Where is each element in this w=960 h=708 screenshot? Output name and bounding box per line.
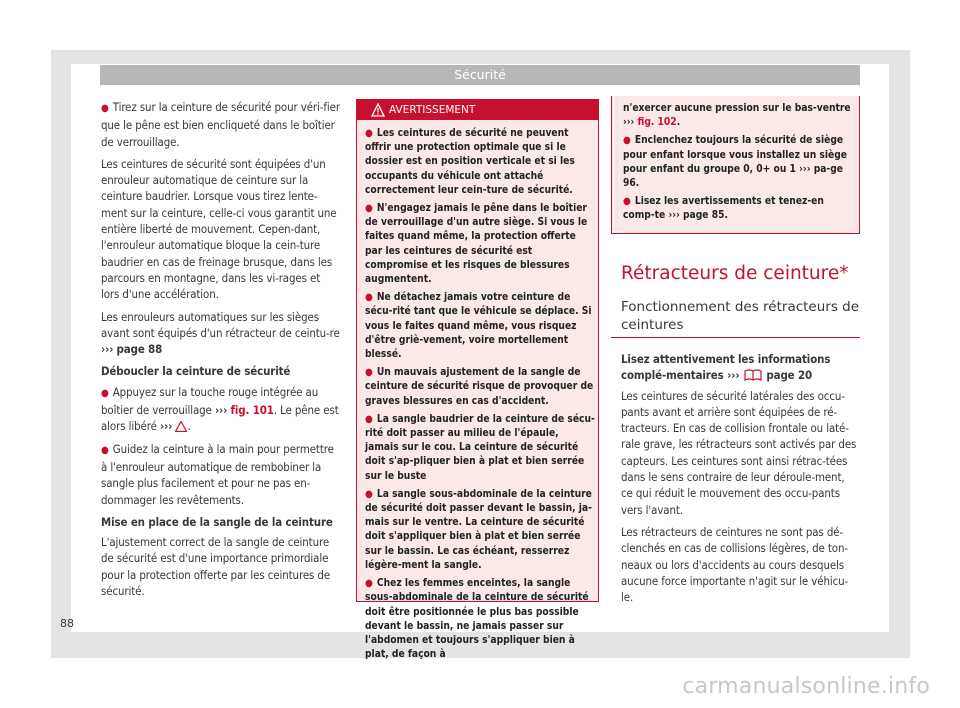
subheading: Déboucler la ceinture de sécurité <box>101 364 291 379</box>
warning-body <box>623 102 855 228</box>
bullet-icon: ● <box>101 103 109 114</box>
page-title: Sécurité <box>454 67 506 82</box>
cross-ref-arrow-icon: ››› <box>799 163 811 175</box>
bullet-paragraph: ● Appuyez sur la touche rouge intégrée au boîtier de verrouillage ››› fig. 101. Le pêne est alors libéré ››› . <box>101 384 339 434</box>
figure-ref-link[interactable]: fig. 101 <box>230 403 274 418</box>
cross-ref-arrow-icon: ››› <box>101 342 114 357</box>
bullet-icon: ● <box>365 413 373 425</box>
section-divider <box>611 337 860 338</box>
bullet-icon: ● <box>101 387 109 399</box>
warning-item: ● La sangle baudrier de la ceinture de sécu-rité doit passer au milieu de l'épaule, jamais sur le cou. La ceinture de sécurité doit s'ap-pliquer bien à plat et bien serrée sur le buste <box>365 413 595 482</box>
section-title: Rétracteurs de ceinture* <box>621 263 849 284</box>
paragraph: Les ceintures de sécurité latérales des occu-pants avant et arrière sont équipées de ré-tracteurs. En cas de collision frontale ou laté-rale grave, les rétracteurs sont activés par des capteurs. Les ceintures sont ainsi rétrac-tées dans le sens contraire de leur déroule-ment, ce qui réduit le mouvement des occu-pants vers l'avant. <box>621 388 857 517</box>
bullet-icon: ● <box>101 444 109 456</box>
page-ref-link[interactable]: pa-ge 96 <box>623 163 844 190</box>
warning-header <box>357 100 598 120</box>
bullet-icon: ● <box>365 203 373 215</box>
warning-item: ● Chez les femmes enceintes, la sangle sous-abdominale de la ceinture de sécurité doit être positionnée le plus bas possible devant le bassin, ne jamais passer sur l'abdomen et toujours s'appliquer bien à plat, de façon à <box>365 578 589 661</box>
warning-item: n'exercer aucune pression sur le bas-ventre ››› fig. 102. <box>623 103 851 129</box>
bullet-icon: ● <box>623 135 631 147</box>
cross-ref-arrow-icon: ››› <box>727 368 740 383</box>
bullet-icon: ● <box>365 578 373 590</box>
warning-item: ● La sangle sous-abdominale de la ceinture de sécurité doit passer devant le bassin, ja-mais sur le ventre. La ceinture de sécurité doit s'appliquer bien à plat et bien serrée sur le bassin. Le cas échéant, resserrez légère-ment la sangle. <box>365 488 592 571</box>
warning-box <box>356 99 599 661</box>
warning-triangle-icon[interactable] <box>175 421 187 432</box>
warning-item: ● N'engagez jamais le pêne dans le boîtier de verrouillage d'un autre siège. Si vous le faites quand même, la protection offerte par les ceintures de sécurité est compromise et les risques de blessures augmentent. <box>365 203 588 286</box>
page-number: 88 <box>60 617 74 630</box>
cross-ref-arrow-icon: ››› <box>668 210 680 222</box>
paragraph: Les enrouleurs automatiques sur les sièges avant sont équipés d'un rétracteur de ceintu-re ››› page 88 <box>101 309 340 357</box>
bullet-icon: ● <box>365 292 373 304</box>
column-right <box>621 347 859 611</box>
bullet-paragraph: ● Tirez sur la ceinture de sécurité pour véri-fier que le pêne est bien encliqueté dans le boîtier de verrouillage. <box>101 100 340 149</box>
header-bar <box>100 65 860 85</box>
bullet-icon: ● <box>623 196 631 208</box>
warning-item: ● Un mauvais ajustement de la sangle de ceinture de sécurité risque de provoquer de graves blessures en cas d'accident. <box>365 367 594 407</box>
cross-ref-arrow-icon: ››› <box>623 117 635 129</box>
warning-title: AVERTISSEMENT <box>389 104 476 116</box>
paragraph: Les rétracteurs de ceintures ne sont pas dé-clenchés en cas de collisions légères, de ton-neaux ou lors d'accidents au cours desquels aucune force importante n'agit sur le véhicu-le. <box>621 524 849 605</box>
warning-item: ● Les ceintures de sécurité ne peuvent offrir une protection optimale que si le dossier est en position verticale et si les occupants du véhicule ont attaché correctement leur cein-ture de sécurité. <box>365 128 575 196</box>
watermark: carmanualsonline.info <box>682 674 930 699</box>
subheading: Mise en place de la sangle de la ceinture <box>101 514 333 529</box>
paragraph: L'ajustement correct de la sangle de ceinture de sécurité est d'une importance primordiale pour la protection offerte par les ceintures de sécurité. <box>101 535 331 599</box>
warning-box-continued <box>611 96 860 234</box>
page-ref-link[interactable]: page 20 <box>766 368 813 383</box>
bullet-icon: ● <box>365 367 373 379</box>
figure-ref-link[interactable]: fig. 102 <box>637 117 677 129</box>
cross-ref-arrow-icon: ››› <box>214 403 228 418</box>
column-left <box>101 99 341 605</box>
cross-ref-arrow-icon: ››› <box>159 419 173 434</box>
page-ref-link[interactable]: page 85 <box>682 210 725 222</box>
book-icon[interactable] <box>743 368 763 382</box>
intro-paragraph: Lisez attentivement les informations complé-mentaires ››› page 20 <box>621 352 831 383</box>
warning-item: ● Ne détachez jamais votre ceinture de sécu-rité tant que le véhicule se déplace. Si vous le faites quand même, vous risquez d'être griè-vement, voire mortellement blessé. <box>365 292 592 361</box>
warning-item: ● Enclenchez toujours la sécurité de siège pour enfant lorsque vous installez un siège pour enfant du groupe 0, 0+ ou 1 ››› pa-ge 96. <box>623 135 847 190</box>
page-ref-link[interactable]: page 88 <box>116 342 163 357</box>
bullet-paragraph: ● Guidez la ceinture à la main pour permettre à l'enrouleur automatique de rembobiner la sangle plus facilement et pour ne pas en-dommager les revêtements. <box>101 441 334 507</box>
warning-item: ● Lisez les avertissements et tenez-en comp-te ››› page 85. <box>623 196 824 222</box>
section-subtitle: Fonctionnement des rétracteurs de ceintures <box>621 299 860 333</box>
bullet-icon: ● <box>365 488 373 500</box>
bullet-icon: ● <box>365 128 373 139</box>
warning-body <box>365 127 595 666</box>
paragraph: Les ceintures de sécurité sont équipées d'un enrouleur automatique de ceinture sur la ceinture baudrier. Lorsque vous tirez lente-ment sur la ceinture, celle-ci vous garantit une entière liberté de mouvement. Cepen-dant, l'enrouleur automatique bloque la cein-ture baudrier en cas de freinage brusque, dans les parcours en montagne, dans les vi-rages et lors d'une accélération. <box>101 156 337 302</box>
warning-triangle-icon <box>371 103 385 117</box>
